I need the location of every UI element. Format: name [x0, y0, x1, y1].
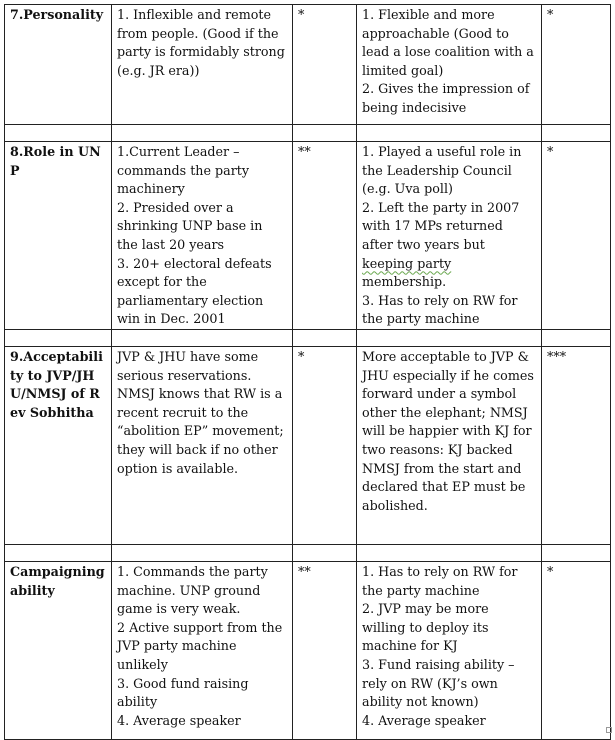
table-row-personality: [5, 5, 611, 125]
kj-point: 1. Has to rely on RW for the party machine: [362, 563, 518, 598]
spacer-row: [5, 544, 611, 561]
rw-assessment-cell: [112, 142, 293, 330]
kj-rating-cell: *: [542, 5, 611, 125]
table-row-role-in-unp: [5, 142, 611, 330]
kj-point: 4. Average speaker: [362, 712, 486, 728]
rw-point: 3. Good fund raising ability: [117, 675, 249, 710]
criterion-cell: Campaigning ability: [5, 561, 112, 739]
kj-point: 3. Has to rely on RW for the party machine: [362, 292, 518, 327]
rw-point: 2 Active support from the JVP party machine unlikely: [117, 619, 283, 672]
kj-rating-cell: *: [542, 142, 611, 330]
table-row-acceptability: [5, 346, 611, 544]
kj-rating-cell: *: [542, 561, 611, 739]
rw-point: 1. Commands the party machine. UNP ground game is very weak.: [117, 563, 268, 617]
kj-rating-cell: ***: [542, 346, 611, 544]
kj-assessment-cell: [357, 346, 542, 544]
kj-point: 2. Left the party in 2007 with 17 MPs returned after two years but: [362, 199, 520, 252]
rw-point: 4. Average speaker: [117, 712, 241, 728]
kj-assessment-cell: [357, 142, 542, 330]
rw-point: 3. 20+ electoral defeats except for the parliamentary election win in Dec. 2001: [117, 255, 272, 327]
kj-point: 2. JVP may be more willing to deploy its machine for KJ: [362, 601, 489, 654]
kj-point-squiggle: [362, 255, 536, 274]
rw-point: 1. Inflexible and remote from people. (Good if the party is formidably strong (e.g. JR era)): [117, 7, 285, 78]
rw-rating-cell: **: [293, 561, 357, 739]
kj-point: 2. Gives the impression of being indecisive: [362, 81, 530, 115]
rw-assessment-cell: [112, 346, 293, 544]
rw-rating-cell: *: [293, 346, 357, 544]
table-resize-handle[interactable]: [606, 727, 612, 733]
kj-assessment-cell: [357, 561, 542, 739]
rw-assessment-cell: [112, 561, 293, 739]
table-row-campaigning-ability: [5, 561, 611, 739]
rw-rating-cell: **: [293, 142, 357, 330]
kj-point: membership.: [362, 274, 447, 290]
kj-point: 1. Flexible and more approachable (Good to lead a lose coalition with a limited goal): [362, 7, 534, 78]
kj-point: 1. Played a useful role in the Leadership Council (e.g. Uva poll): [362, 144, 522, 197]
criterion-cell: 8.Role in UNP: [5, 142, 112, 330]
rw-assessment-cell: [112, 5, 293, 125]
kj-point: 3. Fund raising ability – rely on RW (KJ’s own ability not known): [362, 656, 515, 710]
comparison-document: [4, 4, 611, 740]
spellcheck-underlined-text: keeping party: [362, 255, 452, 271]
criterion-cell: 7.Personality: [5, 5, 112, 125]
rw-point: JVP & JHU have some serious reservations. NMSJ knows that RW is a recent recruit to the “abolition EP” movement; they will back if no other option is available.: [117, 348, 284, 476]
spacer-row: [5, 125, 611, 142]
kj-point: More acceptable to JVP & JHU especially if he comes forward under a symbol other the elephant; NMSJ will be happier with KJ for two reasons: KJ backed NMSJ from the start and declared that EP must be abolished.: [362, 348, 534, 513]
rw-point: 2. Presided over a shrinking UNP base in the last 20 years: [117, 199, 263, 252]
spacer-row: [5, 329, 611, 346]
kj-assessment-cell: [357, 5, 542, 125]
rw-rating-cell: *: [293, 5, 357, 125]
rw-point: 1.Current Leader – commands the party machinery: [117, 144, 250, 197]
criterion-cell: 9.Acceptability to JVP/JHU/NMSJ of Rev Sobhitha: [5, 346, 112, 544]
comparison-table: [4, 4, 611, 740]
